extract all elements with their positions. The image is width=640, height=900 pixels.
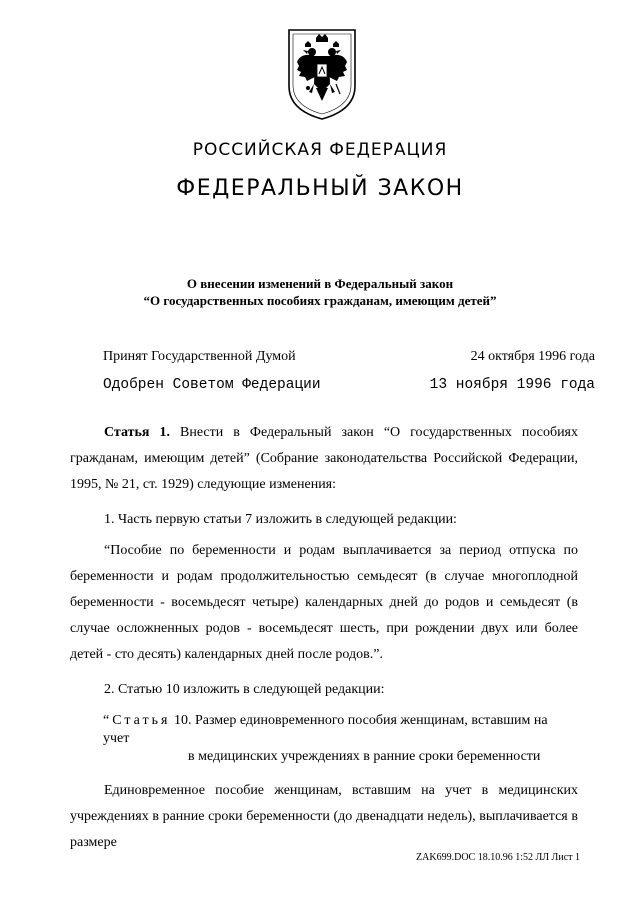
duma-adoption-label: Принят Государственной Думой [103,349,296,364]
item-2: 2. Статью 10 изложить в следующей редакции: [104,682,385,697]
quote-maternity-allowance: “Пособие по беременности и родам выплачивается за период отпуска по беременности и родам продолжительностью семьдесят (в случае многоплодной беременности - восемьдесят четыре) календарных дней до родов и семьдесят (в случае осложненных родов - восемьдесят шесть, при рождении двух или более детей - сто десять) календарных дней после родов.”. [70,543,578,662]
page-footer: ZAK699.DOC 18.10.96 1:52 ЛЛ Лист 1 [416,852,580,863]
article-10-heading-line-2: в медицинских учреждениях в ранние сроки беременности [188,749,541,764]
article-1-paragraph [70,420,578,498]
council-approval-date: 13 ноября 1996 года [429,377,595,393]
law-title [0,275,640,309]
document-type: ФЕДЕРАЛЬНЫЙ ЗАКОН [176,176,464,201]
article-10-heading [103,712,573,766]
article-1-label: Статья 1. [104,425,170,440]
article-1-text: Внести в Федеральный закон “О государственных пособиях гражданам, имеющим детей” (Собрание законодательства Российской Федерации, 1995, № 21, ст. 1929) следующие изменения: [70,425,578,492]
law-title-line-2: “О государственных пособиях гражданам, имеющим детей” [143,293,497,308]
duma-adoption-date: 24 октября 1996 года [470,349,595,364]
lump-sum-allowance-paragraph: Единовременное пособие женщинам, вставшим на учет в медицинских учреждениях в ранние сроки беременности (до двенадцати недель), выплачивается в размере [70,783,578,850]
state-emblem [285,26,359,122]
item-1: 1. Часть первую статьи 7 изложить в следующей редакции: [104,512,457,527]
country-name: РОССИЙСКАЯ ФЕДЕРАЦИЯ [192,140,448,160]
council-approval-label: Одобрен Советом Федерации [103,377,321,393]
article-10-heading-line-1: 10. Размер единовременного пособия женщинам, вставшим на учет [103,713,548,746]
law-title-line-1: О внесении изменений в Федеральный закон [186,276,454,291]
russian-coat-of-arms-icon [285,26,359,122]
article-10-prefix: “Статья [103,713,171,728]
